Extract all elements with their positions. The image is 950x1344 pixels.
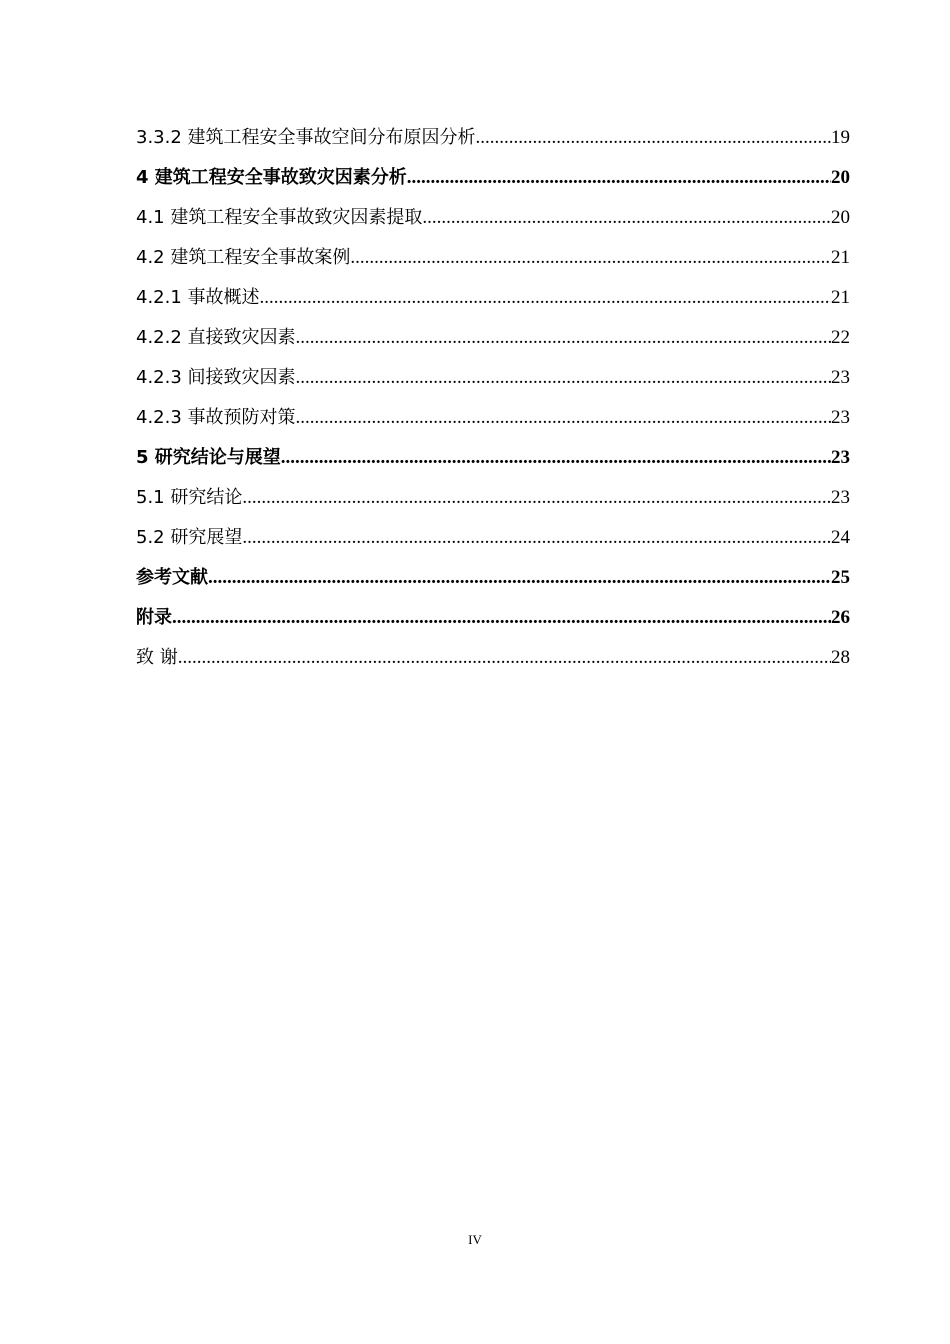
toc-entry-title: 4.1 建筑工程安全事故致灾因素提取	[136, 207, 423, 228]
toc-entry-title: 参考文献	[136, 567, 208, 588]
toc-entry[interactable]	[136, 278, 850, 318]
toc-entry-page: 22	[831, 327, 850, 348]
toc-entry-title: 4.2.2 直接致灾因素	[136, 327, 296, 348]
toc-leader-dots	[172, 598, 831, 638]
toc-entry-title: 4.2.1 事故概述	[136, 287, 260, 308]
toc-leader-dots	[296, 398, 831, 438]
toc-entry-title: 4.2.3 事故预防对策	[136, 407, 296, 428]
toc-entry-page: 20	[831, 207, 850, 228]
toc-entry[interactable]	[136, 478, 850, 518]
toc-entry[interactable]	[136, 318, 850, 358]
toc-entry-page: 21	[831, 247, 850, 268]
toc-entry-page: 19	[831, 127, 850, 148]
toc-leader-dots	[281, 438, 831, 478]
toc-leader-dots	[260, 278, 831, 318]
toc-entry-title: 5.1 研究结论	[136, 487, 243, 508]
toc-entry-title: 4 建筑工程安全事故致灾因素分析	[136, 167, 407, 188]
toc-entry-title: 4.2 建筑工程安全事故案例	[136, 247, 351, 268]
toc-entry-page: 24	[831, 527, 850, 548]
toc-entry[interactable]	[136, 558, 850, 598]
page-footer-number: IV	[468, 1232, 482, 1247]
toc-entry-title: 附录	[136, 607, 172, 628]
toc-leader-dots	[296, 358, 831, 398]
toc-entry-page: 23	[831, 367, 850, 388]
table-of-contents	[136, 118, 850, 678]
toc-entry[interactable]	[136, 238, 850, 278]
toc-leader-dots	[422, 198, 831, 238]
toc-leader-dots	[242, 518, 831, 558]
toc-entry-title: 4.2.3 间接致灾因素	[136, 367, 296, 388]
toc-entry[interactable]	[136, 198, 850, 238]
toc-leader-dots	[242, 478, 831, 518]
toc-leader-dots	[296, 318, 831, 358]
toc-entry-page: 21	[831, 287, 850, 308]
toc-leader-dots	[407, 158, 831, 198]
toc-entry-page: 23	[831, 447, 850, 468]
toc-entry-page: 20	[831, 167, 850, 188]
toc-entry-page: 23	[831, 487, 850, 508]
toc-entry-title: 3.3.2 建筑工程安全事故空间分布原因分析	[136, 127, 476, 148]
toc-leader-dots	[178, 638, 831, 678]
toc-entry-page: 23	[831, 407, 850, 428]
toc-entry[interactable]	[136, 398, 850, 438]
toc-leader-dots	[208, 558, 831, 598]
toc-entry[interactable]	[136, 158, 850, 198]
toc-entry-title: 致 谢	[136, 647, 178, 668]
toc-entry-title: 5 研究结论与展望	[136, 447, 281, 468]
toc-entry[interactable]	[136, 638, 850, 678]
toc-entry-page: 28	[831, 647, 850, 668]
toc-leader-dots	[476, 118, 831, 158]
toc-entry[interactable]	[136, 118, 850, 158]
toc-entry[interactable]	[136, 438, 850, 478]
toc-entry-title: 5.2 研究展望	[136, 527, 243, 548]
toc-entry-page: 25	[831, 567, 850, 588]
toc-entry-page: 26	[831, 607, 850, 628]
toc-entry[interactable]	[136, 358, 850, 398]
toc-leader-dots	[350, 238, 831, 278]
toc-entry[interactable]	[136, 518, 850, 558]
toc-entry[interactable]	[136, 598, 850, 638]
